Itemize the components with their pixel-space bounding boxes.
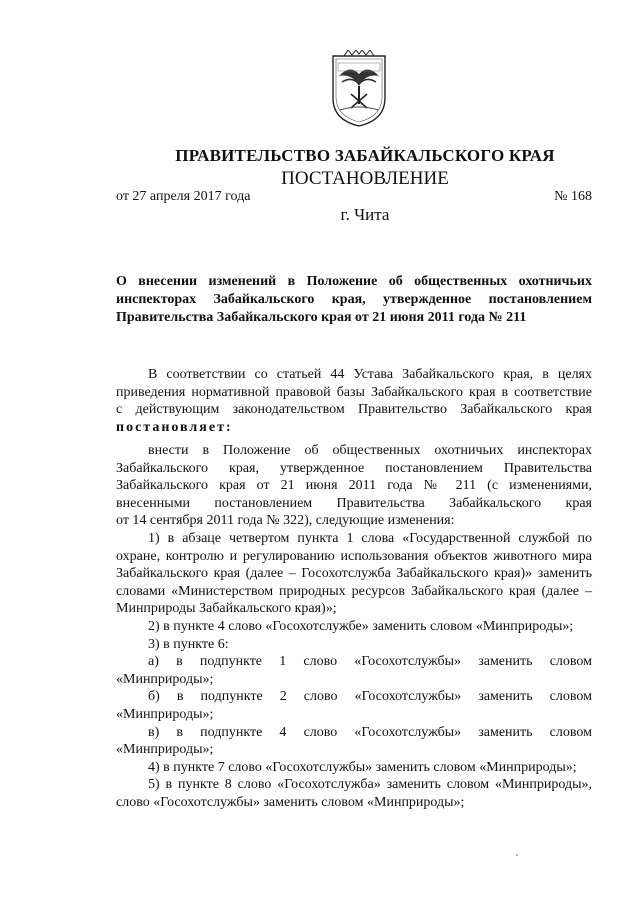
preamble xyxy=(116,366,592,436)
body-line: «Минприроды»; xyxy=(116,706,214,722)
body-line: Забайкальского края от 21 июня 2011 года № 211 (с изменениями, xyxy=(116,478,592,494)
body-line: б) в подпункте 2 слово «Госохотслужбы» заменить словом xyxy=(148,689,592,705)
government-name: ПРАВИТЕЛЬСТВО ЗАБАЙКАЛЬСКОГО КРАЯ xyxy=(175,146,555,165)
preamble-line: с действующим законодательством Правительство Забайкальского края xyxy=(116,402,592,418)
body-line: 2) в пункте 4 слово «Госохотслужбе» заменить словом «Минприроды»; xyxy=(148,618,574,634)
body-line: Забайкальского края, утвержденное постановлением Правительства xyxy=(116,460,592,476)
body-line: Минприроды Забайкальского края)»; xyxy=(116,601,337,617)
body-line: в) в подпункте 4 слово «Госохотслужбы» заменить словом xyxy=(148,724,592,740)
preamble-line: приведения нормативной правовой базы Забайкальского края в соответствие xyxy=(116,384,592,400)
body-line: 1) в абзаце четвертом пункта 1 слова «Государственной службой по xyxy=(148,530,592,546)
coat-of-arms-icon xyxy=(330,50,388,128)
body-line: внесенными постановлением Правительства Забайкальского края xyxy=(116,495,592,511)
body-line: от 14 сентября 2011 года № 322), следующие изменения: xyxy=(116,513,455,529)
document-date: от 27 апреля 2017 года xyxy=(116,189,251,204)
body-line: 5) в пункте 8 слово «Госохотслужба» заменить словом «Минприроды», xyxy=(148,777,592,793)
body-line: слово «Госохотслужбы» заменить словом «Минприроды»; xyxy=(116,794,465,810)
body-line: 4) в пункте 7 слово «Госохотслужбы» заменить словом «Минприроды»; xyxy=(148,759,577,775)
body-line: внести в Положение об общественных охотничьих инспекторах xyxy=(148,443,592,458)
document-city: г. Чита xyxy=(340,205,390,224)
body-line: «Минприроды»; xyxy=(116,671,214,687)
document-number: № 168 xyxy=(554,189,592,204)
scan-speck xyxy=(516,854,518,856)
body-line: словами «Министерством природных ресурсов Забайкальского края (далее – xyxy=(116,583,592,599)
preamble-line: В соответствии со статьей 44 Устава Забайкальского края, в целях xyxy=(148,367,592,382)
preamble-decides: постановляет: xyxy=(116,419,233,435)
body-line: а) в подпункте 1 слово «Госохотслужбы» заменить словом xyxy=(148,654,592,670)
resolution-body xyxy=(116,442,592,811)
body-line: 3) в пункте 6: xyxy=(148,636,229,652)
document-type: ПОСТАНОВЛЕНИЕ xyxy=(281,168,449,189)
title-line: Правительства Забайкальского края от 21 июня 2011 года № 211 xyxy=(116,310,527,325)
body-line: охране, контролю и регулированию использования объектов животного мира xyxy=(116,548,592,564)
title-line: О внесении изменений в Положение об общественных охотничьих xyxy=(116,274,592,289)
body-line: «Минприроды»; xyxy=(116,742,214,758)
title-line: инспекторах Забайкальского края, утвержденное постановлением xyxy=(116,292,592,307)
body-line: Забайкальского края (далее – Госохотслужба Забайкальского края)» заменить xyxy=(116,566,592,582)
document-title xyxy=(116,273,592,327)
